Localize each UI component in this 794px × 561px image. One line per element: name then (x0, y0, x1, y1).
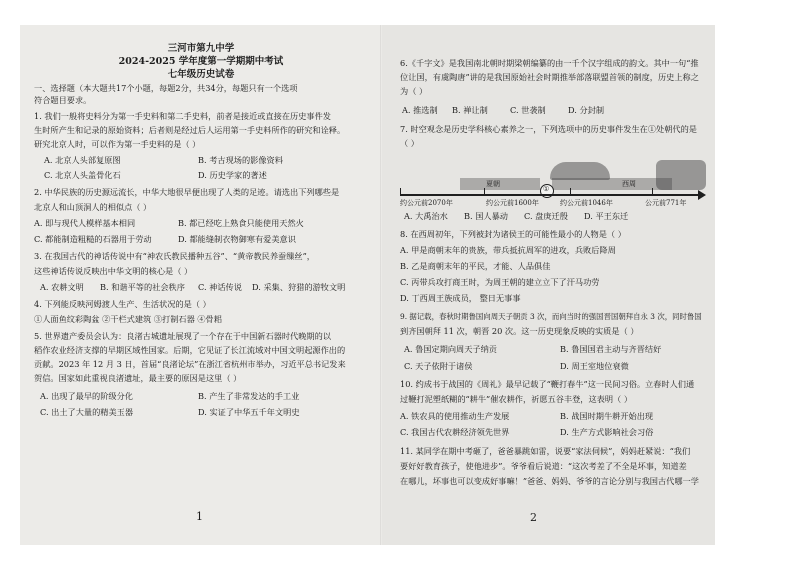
q10-text: 10. 约成书于战国的《周礼》最早记载了“鞭打春牛”这一民间习俗。立春时人们通 (400, 379, 695, 389)
timeline-tick (484, 188, 485, 196)
exam-title: 2024-2025 学年度第一学期期中考试 (118, 56, 284, 67)
q4-text: 4. 下列能反映河姆渡人生产、生活状况的是（ ） (34, 299, 211, 309)
q3-option-d: D. 采集、狩猎的游牧文明 (252, 282, 346, 292)
q7-option-a: A. 大禹治水 (404, 211, 448, 221)
q3-text: 3. 在我国古代的神话传说中有“神农氏教民播种五谷”、“黄帝教民养蚕缫丝”， (34, 251, 315, 261)
q1-text: 研究北京人时，可以作为第一手史料的是（ ） (34, 139, 201, 149)
q9-text: 到齐国朝拜 11 次，朝晋 20 次。这一历史现象反映的实质是（ ） (400, 326, 639, 336)
q2-text: 2. 中华民族的历史源远流长，中华大地很早便出现了人类的足迹。请选出下列哪些是 (34, 187, 340, 197)
q5-option-b: B. 产生了非常发达的手工业 (198, 391, 300, 401)
q5-text: 贡献。2023 年 12 月 3 日，首届“良渚论坛”在浙江省杭州市举办，习近平总书记发来 (34, 359, 346, 369)
page-number-left: 1 (196, 510, 203, 523)
q6-text: 6.《千字文》是我国南北朝时期梁朝编纂的由一千个汉字组成的韵文。其中一句“推 (400, 58, 699, 68)
q6-text: 为（ ） (400, 86, 428, 96)
q9-text: 9. 据记载，春秋时期鲁国向周天子朝贡 3 次，而向当时的强国晋国朝拜自永 3 次，同时鲁国 (400, 312, 702, 321)
q5-option-a: A. 出现了最早的阶级分化 (40, 391, 133, 401)
timeline-label-xia: 夏朝 (486, 180, 500, 188)
q2-option-d: D. 都能缝制衣物御寒有爱美意识 (178, 234, 296, 244)
q8-text: 8. 在西周初年，下列被封为诸侯王的可能性最小的人物是（ ） (400, 229, 626, 239)
q3-option-a: A. 农耕文明 (40, 282, 84, 292)
q5-text: 稻作农业经济支撑的早期区域性国家。后期，它见证了长江流域对中国文明起源作出的 (34, 345, 346, 355)
q7-option-c: C. 盘庚迁殷 (524, 211, 568, 221)
q11-text: 11. 某同学在期中考砸了，爸爸暴跳如雷，说要“家法伺候”，妈妈赶紧说：“我们 (400, 446, 691, 456)
q10-option-c: C. 我国古代农耕经济领先世界 (400, 427, 510, 437)
exam-paper (20, 25, 715, 545)
q5-option-d: D. 实证了中华五千年文明史 (198, 407, 300, 417)
q8-option-b: B. 乙是商朝末年的平民，才能、人品俱佳 (400, 261, 551, 271)
section-heading: 一、选择题（本大题共17个小题，每题2分，共34分，每题只有一个选项 (34, 83, 298, 93)
school-name: 三河市第九中学 (167, 43, 235, 54)
q10-option-b: B. 战国时期牛耕开始出现 (560, 411, 654, 421)
q4-options: ①人面鱼纹彩陶盆 ②干栏式建筑 ③打制石器 ④骨耜 (34, 314, 222, 324)
timeline-tick (570, 188, 571, 196)
q3-option-c: C. 神话传说 (198, 282, 242, 292)
timeline-label-marker: ① (543, 185, 550, 193)
q6-option-c: C. 世袭制 (510, 105, 546, 115)
q7-text: （ ） (400, 138, 419, 148)
q2-option-c: C. 都能制造粗糙的石器用于劳动 (34, 234, 152, 244)
q9-option-b: B. 鲁国国君主动与齐晋结好 (560, 344, 662, 354)
exam-subject: 七年级历史试卷 (167, 69, 235, 80)
q10-option-d: D. 生产方式影响社会习俗 (560, 427, 654, 437)
q1-option-a: A. 北京人头部复原图 (44, 155, 121, 165)
q8-option-a: A. 甲是商朝末年的贵族，带兵抵抗周军的进攻，兵败后降周 (400, 245, 616, 255)
timeline-axis (400, 194, 700, 196)
q3-option-b: B. 和谐平等的社会秩序 (100, 282, 185, 292)
timeline-date: 约公元前1046年 (560, 199, 613, 207)
timeline-date: 公元前771年 (645, 199, 687, 207)
q1-option-d: D. 历史学家的著述 (198, 170, 267, 180)
q6-option-b: B. 禅让制 (452, 105, 488, 115)
timeline-tick (400, 188, 401, 196)
q2-text: 北京人和山顶洞人的相似点（ ） (34, 202, 152, 212)
timeline-date: 约公元前2070年 (400, 199, 453, 207)
right-page (382, 25, 715, 545)
timeline-label-xizhou: 西周 (622, 180, 636, 188)
section-heading-cont: 符合题目要求。 (34, 95, 92, 105)
q5-text: 5. 世界遗产委员会认为：良渚古城遗址展现了一个存在于中国新石器时代晚期的以 (34, 331, 331, 341)
timeline-arrow (698, 190, 706, 200)
q11-text: 在哪儿，坏事也可以变成好事嘛！”爸爸、妈妈、爷爷的言论分别与我国古代哪一学 (400, 476, 699, 486)
q6-text: 位让国，有虞陶唐”讲的是我国原始社会时期推举部落联盟首领的制度，历史上称之 (400, 72, 699, 82)
q1-text: 1. 我们一般将史料分为第一手史料和第二手史料，前者是接近或直接在历史事件发 (34, 111, 331, 121)
q7-text: 7. 时空观念是历史学科核心素养之一，下列选项中的历史事件发生在①处朝代的是 (400, 124, 697, 134)
q1-option-b: B. 考古现场的影像资料 (198, 155, 283, 165)
q8-option-d: D. 丁西周王族成员， 整日无事事 (400, 293, 521, 303)
q7-option-b: B. 国人暴动 (464, 211, 508, 221)
q10-text: 过鞭打泥塑纸糊的“耕牛”催农耕作，祈愿五谷丰登，这表明（ ） (400, 394, 633, 404)
q5-text: 贺信。国家如此重视良渚遗址，最主要的原因是这里（ ） (34, 373, 242, 383)
q2-option-a: A. 即与现代人模样基本相同 (34, 218, 136, 228)
q5-option-c: C. 出土了大量的精美玉器 (40, 407, 134, 417)
q1-option-c: C. 北京人头盖骨化石 (44, 170, 121, 180)
q6-option-d: D. 分封制 (568, 105, 605, 115)
q9-option-c: C. 天子依附于诸侯 (404, 361, 473, 371)
q3-text: 这些神话传说反映出中华文明的核心是（ ） (34, 266, 193, 276)
left-page (20, 25, 382, 545)
q9-option-d: D. 周王室地位衰微 (560, 361, 629, 371)
q10-option-a: A. 铁农具的使用推动生产发展 (400, 411, 510, 421)
timeline-band-xia (460, 178, 540, 190)
q2-option-b: B. 都已经吃上熟食只能使用天然火 (178, 218, 304, 228)
timeline-date: 约公元前1600年 (486, 199, 539, 207)
q7-option-d: D. 平王东迁 (584, 211, 629, 221)
timeline-tick (652, 188, 653, 196)
q8-option-c: C. 丙带兵攻打商王时，为周王朝的建立立下了汗马功劳 (400, 277, 600, 287)
q1-text: 生时所产生和记录的原始资料；后者则是经过后人运用第一手史料所作的研究和诠释。 (34, 125, 346, 135)
q6-option-a: A. 推选制 (402, 105, 438, 115)
q9-option-a: A. 鲁国定期向周天子纳贡 (404, 344, 497, 354)
page-number-right: 2 (530, 511, 537, 524)
q11-text: 要好好教育孩子，使他进步”。爷爷看后说道：“这次考差了不全是坏事，知道差 (400, 461, 687, 471)
